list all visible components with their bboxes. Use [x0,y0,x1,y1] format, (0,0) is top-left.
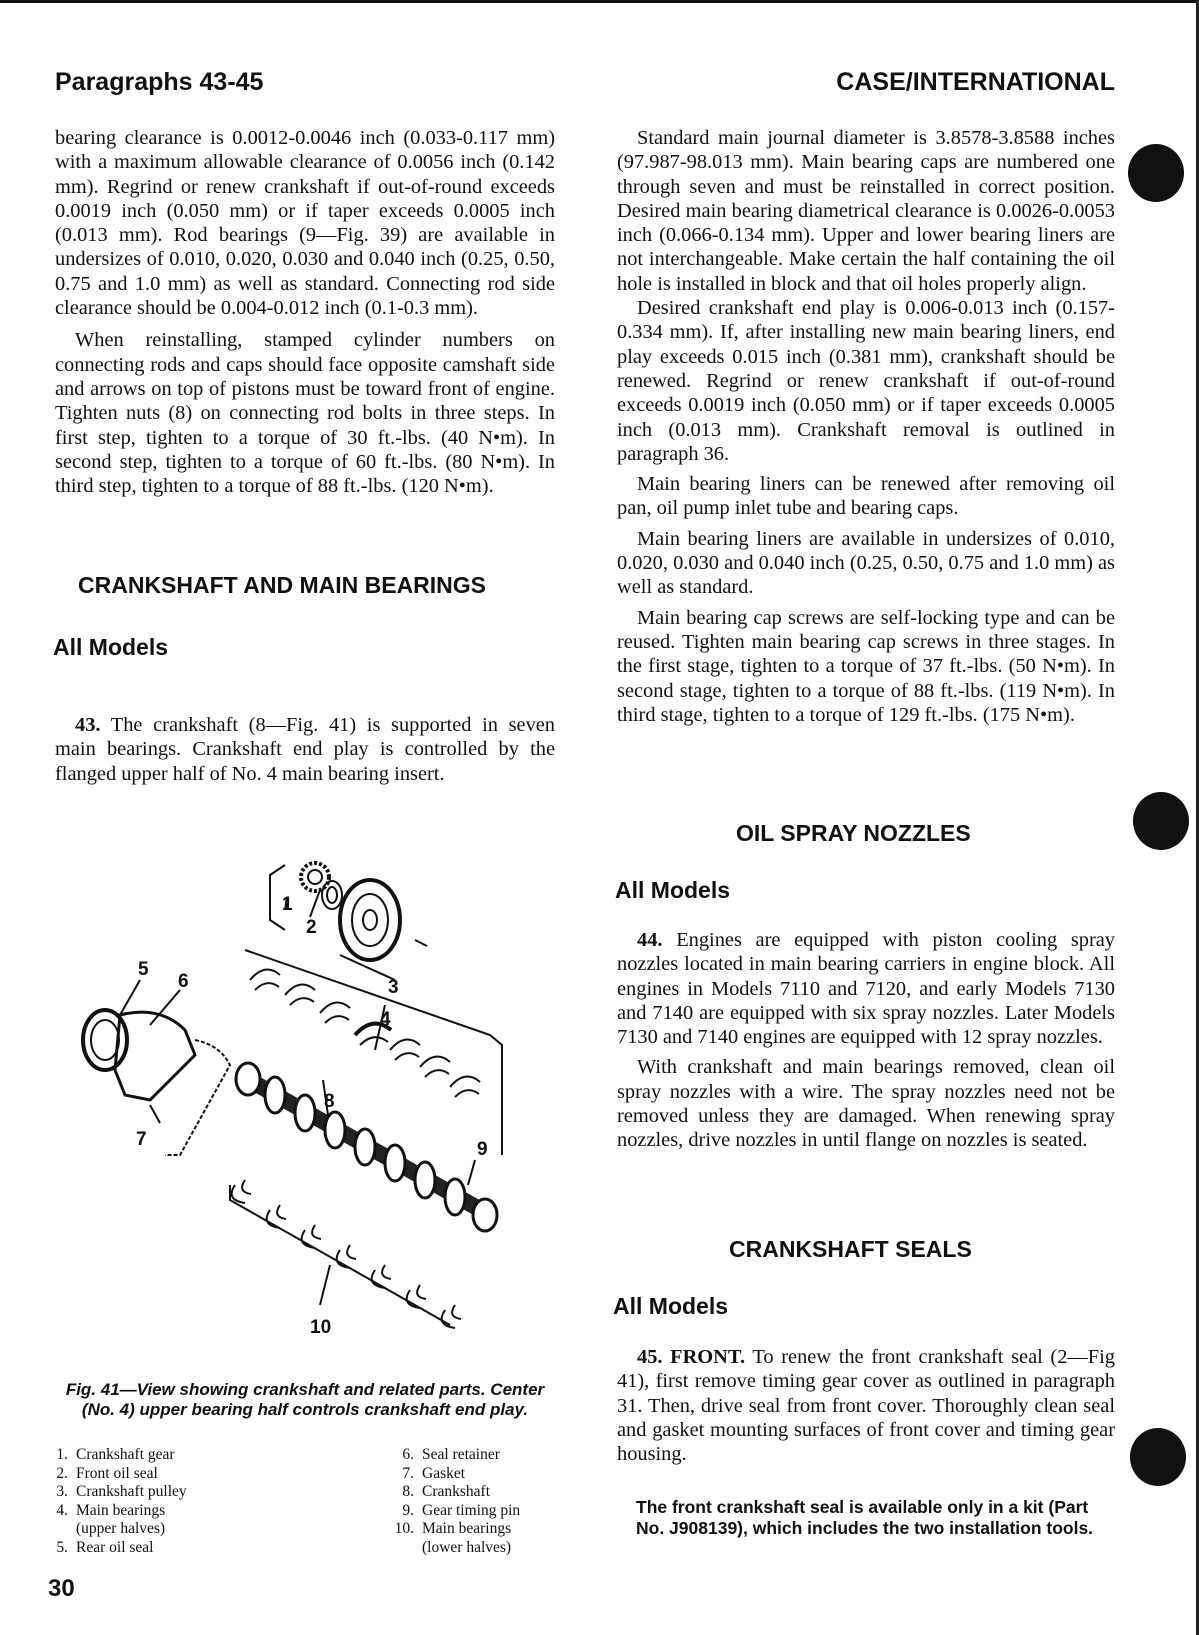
paragraph: Desired crankshaft end play is 0.006-0.013 inch (0.157-0.334 mm). If, after installing new main bearing liners, end play exceeds 0.015 inch (0.381 mm), crankshaft should be renewed. Regrind or renew crankshaft if out-of-round exceeds 0.0019 inch (0.050 mm) or if taper exceeds 0.0005 inch (0.013 mm). Crankshaft removal is outlined in paragraph 36. [617,297,1115,465]
callout-9: 9 [477,1139,488,1160]
legend-number: 7. [402,1464,414,1482]
legend-text: (lower halves) [422,1538,512,1556]
header-brand: CASE/INTERNATIONAL [836,68,1115,96]
sub-heading: All Models [53,634,169,660]
legend-text: (upper halves) [76,1520,166,1537]
right-column [617,126,1115,733]
section-heading: OIL SPRAY NOZZLES [736,820,971,846]
legend-item [390,1502,590,1521]
header-paragraphs: Paragraphs 43-45 [55,68,264,96]
sub-heading: All Models [613,1293,729,1319]
paragraph: Main bearing liners can be renewed after removing oil pan, oil pump inlet tube and bearing caps. [617,473,1115,520]
paragraph-number: 43. [75,714,101,736]
paragraph-text: To renew the front crankshaft seal (2—Fig 41), first remove timing gear cover as outlined in paragraph 31. Then, drive seal from front cover. Thoroughly clean seal and gasket mounting surfaces of front cover and timing gear housing. [617,1346,1115,1466]
legend-number: 2. [56,1464,68,1482]
paragraph: Main bearing liners are available in undersizes of 0.010, 0.020, 0.030 and 0.040 inch (0.25, 0.50, 0.75 and 1.0 mm) as well as standard. [617,527,1115,599]
legend-number [390,1539,414,1558]
legend-item [44,1502,344,1521]
legend-text: Seal retainer [422,1446,500,1463]
legend-number: 10. [394,1520,414,1537]
legend-item [44,1539,344,1558]
right-column-para-45 [617,1345,1115,1472]
legend-number [44,1520,68,1539]
paragraph [617,1345,1115,1466]
paragraph-number: 45. FRONT. [637,1346,746,1368]
section-heading: CRANKSHAFT AND MAIN BEARINGS [78,572,487,598]
figure-caption: Fig. 41—View showing crankshaft and related parts. Center (No. 4) upper bearing half controls crankshaft end play. [65,1380,545,1419]
paragraph [617,928,1115,1049]
legend-number: 4. [56,1501,68,1519]
legend-item [44,1483,344,1502]
left-column-para-43 [55,713,555,792]
legend-left [44,1446,344,1557]
paragraph: Standard main journal diameter is 3.8578-3.8588 inches (97.987-98.013 mm). Main bearing caps are numbered one through seven and must be reinstalled in correct position. Desired main bearing diametrical clearance is 0.0026-0.0053 inch (0.066-0.134 mm). Upper and lower bearing liners are not interchangeable. Make certain the half containing the oil hole is installed in block and that oil holes properly align. [617,127,1115,295]
paragraph: When reinstalling, stamped cylinder numbers on connecting rods and caps should face opposite camshaft side and arrows on top of pistons must be toward front of engine. Tighten nuts (8) on connecting rod bolts in three steps. In first step, tighten to a torque of 30 ft.-lbs. (40 N•m). In second step, tighten to a torque of 60 ft.-lbs. (80 N•m). In third step, tighten to a torque of 88 ft.-lbs. (120 N•m). [55,329,555,498]
paragraph-number: 44. [637,929,663,951]
right-column-para-44 [617,928,1115,1159]
sub-heading: All Models [615,877,731,903]
section-heading: CRANKSHAFT SEALS [729,1236,972,1262]
legend-text: Gasket [422,1464,466,1482]
legend-text: Main bearings [76,1501,166,1519]
page-number: 30 [48,1575,75,1602]
legend-item [390,1446,590,1465]
legend-item [44,1446,344,1465]
legend-text: Rear oil seal [76,1538,154,1556]
binder-hole-mark [1133,792,1189,850]
paragraph-text: The crankshaft (8—Fig. 41) is supported in seven main bearings. Crankshaft end play is controlled by the flanged upper half of No. 4 main bearing insert. [55,714,556,785]
legend-item [390,1520,590,1539]
callout-5: 5 [138,959,149,980]
callout-7: 7 [136,1129,147,1150]
crankshaft-exploded-diagram [70,855,550,1375]
callout-6: 6 [178,971,189,992]
callout-3: 3 [388,977,399,998]
legend-text: Main bearings [422,1520,512,1537]
paragraph: Main bearing cap screws are self-locking type and can be reused. Tighten main bearing cap screws in three stages. In the first stage, tighten to a torque of 37 ft.-lbs. (50 N•m). In second stage, tighten to a torque of 88 ft.-lbs. (119 N•m). In third stage, tighten to a torque of 129 ft.-lbs. (175 N•m). [617,606,1115,726]
legend-item [44,1520,344,1539]
legend-number: 1. [56,1446,68,1463]
callout-4: 4 [380,1009,391,1030]
legend-item [44,1465,344,1484]
legend-text: Crankshaft [422,1483,491,1500]
top-border [0,0,1199,3]
left-column [55,126,555,504]
callout-2: 2 [306,917,317,938]
crankshaft-figure [70,855,550,1375]
legend-number: 8. [402,1483,414,1500]
binder-hole-mark [1130,1428,1186,1486]
callout-1: 1 [282,894,293,915]
legend-text: Crankshaft gear [76,1446,175,1463]
kit-note: The front crankshaft seal is available only in a kit (Part No. J908139), which includes the two installation tools. [636,1497,1094,1538]
legend-text: Gear timing pin [422,1501,521,1519]
legend-number: 5. [56,1538,68,1556]
callout-8: 8 [324,1091,335,1112]
legend-number: 3. [56,1483,68,1500]
paragraph [55,713,555,786]
legend-item [390,1483,590,1502]
legend-item [390,1465,590,1484]
binder-hole-mark [1128,144,1184,202]
legend-number: 9. [402,1501,414,1519]
legend-text: Front oil seal [76,1464,158,1482]
legend-right [390,1446,590,1557]
paragraph-text: Engines are equipped with piston cooling spray nozzles located in main bearing carriers in engine block. All engines in Models 7110 and 7120, and early Models 7130 and 7140 are equipped with six spray nozzles. Later Models 7130 and 7140 engines are equipped with 12 spray nozzles. [617,929,1115,1049]
legend-item [390,1539,590,1558]
paragraph: bearing clearance is 0.0012-0.0046 inch (0.033-0.117 mm) with a maximum allowable clearance of 0.0056 inch (0.142 mm). Regrind or renew crankshaft if out-of-round exceeds 0.0019 inch (0.050 mm) or if taper exceeds 0.0005 inch (0.013 mm). Rod bearings (9—Fig. 39) are available in undersizes of 0.010, 0.020, 0.030 and 0.040 inch (0.25, 0.50, 0.75 and 1.0 mm) as well as standard. Connecting rod side clearance should be 0.004-0.012 inch (0.1-0.3 mm). [55,127,555,320]
callout-10: 10 [310,1317,332,1338]
paragraph: With crankshaft and main bearings removed, clean oil spray nozzles with a wire. The spray nozzles need not be removed unless they are damaged. When renewing spray nozzles, drive nozzles in until flange on nozzles is seated. [617,1056,1115,1152]
legend-text: Crankshaft pulley [76,1483,187,1500]
legend-number: 6. [402,1446,414,1463]
